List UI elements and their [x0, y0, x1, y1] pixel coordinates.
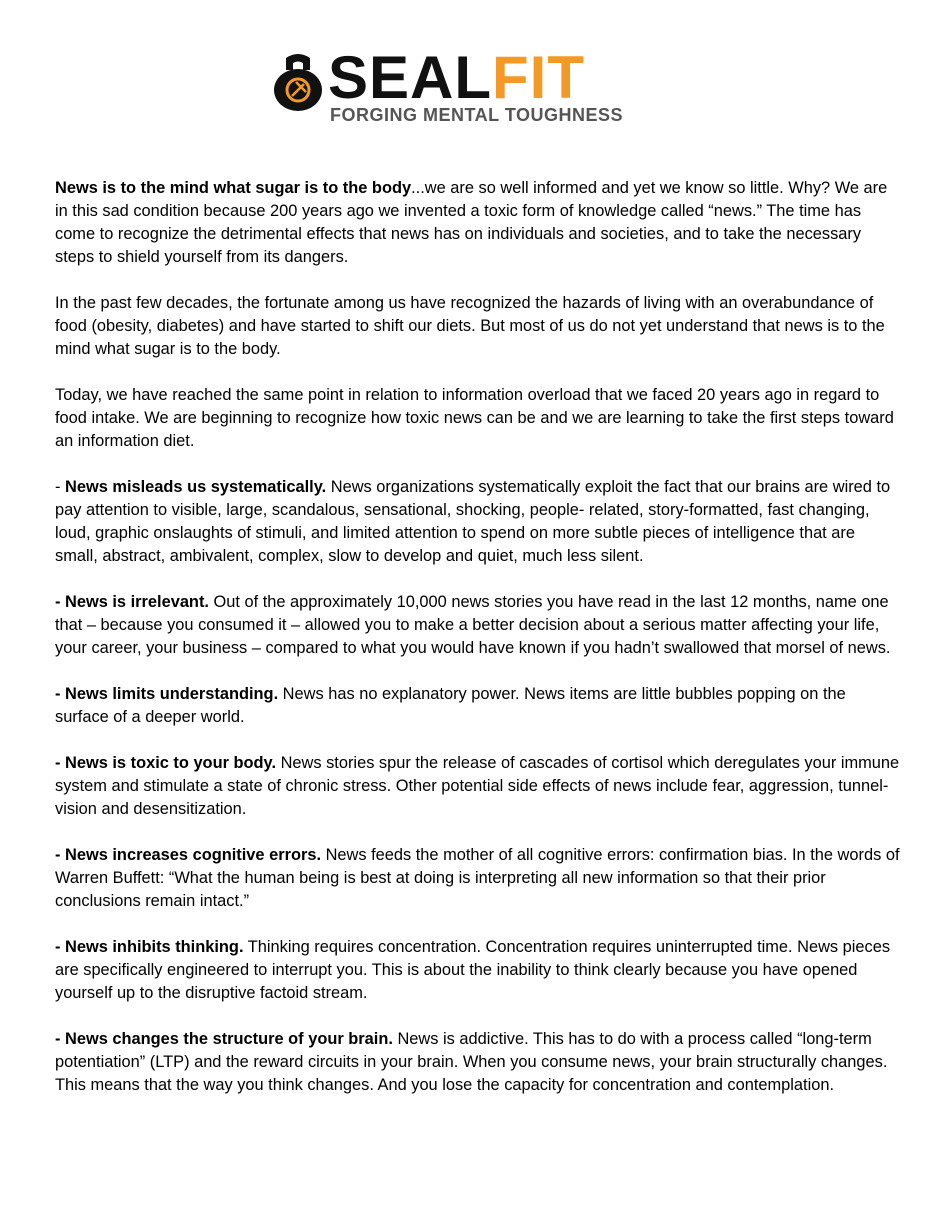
paragraph: - News is toxic to your body. News stories spur the release of cascades of cortisol which deregulates your immune system and stimulate a state of chronic stress. Other potential side effects of news include fear, aggression, tunnel-vision and desensitization. [55, 754, 900, 818]
paragraph: - News is irrelevant. Out of the approximately 10,000 news stories you have read in the last 12 months, name one that – because you consumed it – allowed you to make a better decision about a serious matter affecting your life, your career, your business – compared to what you would have known if you hadn’t swallowed that morsel of news. [55, 593, 891, 657]
paragraph: - News limits understanding. News has no explanatory power. News items are little bubbles popping on the surface of a deeper world. [55, 685, 846, 726]
logo-wordmark [328, 44, 586, 111]
logo-wordmark-seal: SEAL [328, 44, 493, 111]
sealfit-logo [272, 44, 664, 130]
article-body [55, 177, 900, 1097]
kettlebell-icon [272, 52, 324, 112]
paragraph: In the past few decades, the fortunate among us have recognized the hazards of living with an overabundance of food (obesity, diabetes) and have started to shift our diets. But most of us do not yet understand that news is to the mind what sugar is to the body. [55, 294, 885, 358]
paragraph: - News changes the structure of your brain. News is addictive. This has to do with a process called “long-term potentiation” (LTP) and the reward circuits in your brain. When you consume news, your brain structurally changes. This means that the way you think changes. And you lose the capacity for concentration and contemplation. [55, 1030, 888, 1094]
paragraph: Today, we have reached the same point in relation to information overload that we faced 20 years ago in regard to food intake. We are beginning to recognize how toxic news can be and we are learning to take the first steps toward an information diet. [55, 386, 894, 450]
paragraph: - News inhibits thinking. Thinking requires concentration. Concentration requires uninterrupted time. News pieces are specifically engineered to interrupt you. This is about the inability to think clearly because you have opened yourself up to the disruptive factoid stream. [55, 938, 891, 1002]
logo-wordmark-fit: FIT [492, 44, 586, 111]
paragraph: News is to the mind what sugar is to the body...we are so well informed and yet we know so little. Why? We are in this sad condition because 200 years ago we invented a toxic form of knowledge called “news.” The time has come to recognize the detrimental effects that news has on individuals and societies, and to take the necessary steps to shield yourself from its dangers. [55, 179, 888, 266]
logo-tagline: FORGING MENTAL TOUGHNESS [330, 105, 624, 125]
paragraph: - News increases cognitive errors. News feeds the mother of all cognitive errors: confirmation bias. In the words of Warren Buffett: “What the human being is best at doing is interpreting all new information so that their prior conclusions remain intact.” [55, 846, 900, 910]
paragraph: - News misleads us systematically. News organizations systematically exploit the fact that our brains are wired to pay attention to visible, large, scandalous, sensational, shocking, people- related, story-formatted, fast changing, loud, graphic onslaughts of stimuli, and limited attention to spend on more subtle pieces of intelligence that are small, abstract, ambivalent, complex, slow to develop and quiet, much less silent. [55, 478, 891, 565]
